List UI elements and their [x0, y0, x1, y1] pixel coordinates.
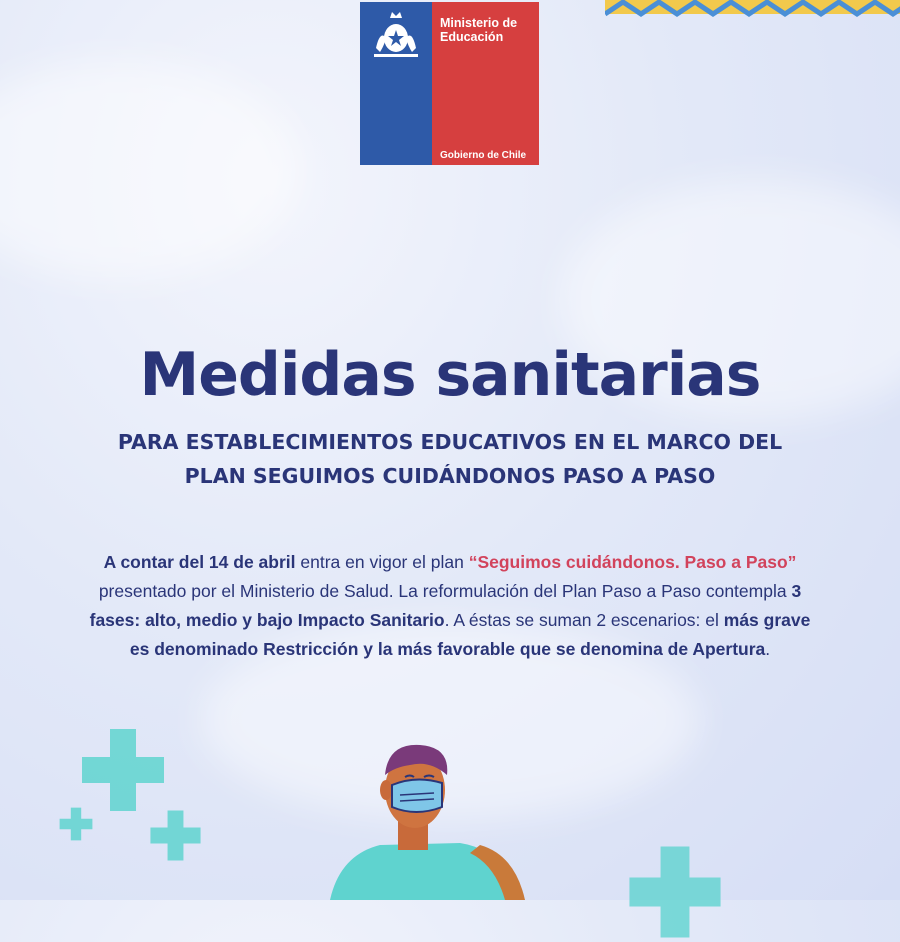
- chile-crest-icon: [366, 8, 426, 60]
- medical-cross-icon: [148, 808, 203, 863]
- logo-red-panel: [432, 2, 539, 165]
- body-text-segment: presentado por el Ministerio de Salud. La reformulación del Plan Paso a Paso contempla: [98, 581, 792, 601]
- subtitle-line-1: PARA ESTABLECIMIENTOS EDUCATIVOS EN EL MARCO DEL: [117, 430, 783, 454]
- body-text-segment: . A éstas se suman 2 escenarios: el: [444, 610, 724, 630]
- logo-blue-panel: [360, 2, 432, 165]
- logo-government-name: Gobierno de Chile: [440, 150, 527, 161]
- plan-name-highlight: “Seguimos cuidándonos. Paso a Paso”: [468, 552, 797, 572]
- ministry-logo: [360, 2, 539, 165]
- body-text-segment: entra en vigor el plan: [295, 552, 469, 572]
- subtitle-line-2: PLAN SEGUIMOS CUIDÁNDONOS PASO A PASO: [184, 464, 716, 488]
- body-date-highlight: A contar del 14 de abril: [103, 552, 296, 572]
- body-paragraph: [80, 548, 820, 664]
- medical-cross-icon: [58, 806, 94, 842]
- body-text-segment: .: [765, 639, 771, 659]
- page-title: Medidas sanitarias: [139, 340, 761, 410]
- background-cloud: [0, 60, 300, 280]
- decorative-border-strip: [605, 0, 900, 20]
- medical-cross-icon: [625, 842, 725, 942]
- phases-highlight: 3 fases: alto, medio y bajo Impacto Sanitario: [89, 581, 802, 630]
- logo-ministry-name: Ministerio de Educación: [440, 16, 518, 44]
- person-with-mask-illustration: [310, 735, 550, 900]
- page-subtitle: [60, 425, 840, 493]
- medical-cross-icon: [78, 725, 168, 815]
- scenarios-highlight: más grave es denominado Restricción y la más favorable que se denomina de Apertura: [129, 610, 811, 659]
